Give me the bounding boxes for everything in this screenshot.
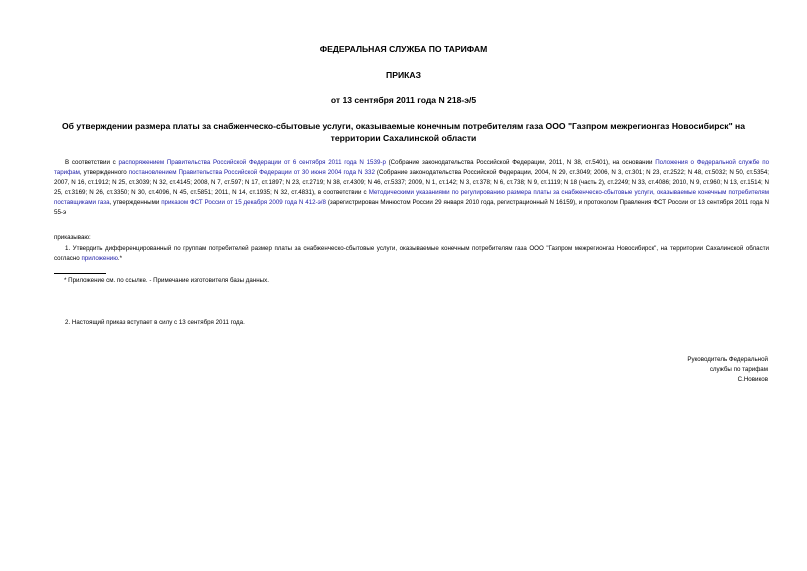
signature-block (568, 355, 768, 385)
preamble-text-2: (Собрание законодательства Российской Федерации, 2011, N 38, ст.5401), на основании (385, 159, 656, 166)
signature-name: С.Новиков (737, 376, 768, 383)
preamble-text-5: , утвержденными (109, 199, 162, 206)
footnote-mark: .* (117, 255, 122, 262)
order-item-2: 2. Настоящий приказ вступает в силу с 13 сентября 2011 года. (65, 319, 245, 326)
doc-title-line-1: Об утверждении размера платы за снабженческо-сбытовые услуги, оказываемые конечным потребителям газа ООО "Газпром межрегионгаз Новосибирск" на (61, 121, 746, 131)
link-fst-regulation[interactable]: Положения о Федеральной службе по тарифам (54, 159, 770, 176)
link-fst-order-412[interactable]: приказом ФСТ России от 15 декабря 2009 года N 412-э/8 (161, 199, 326, 206)
doc-title-line-2: территории Сахалинской области (330, 133, 477, 143)
agency-name: ФЕДЕРАЛЬНАЯ СЛУЖБА ПО ТАРИФАМ (319, 44, 488, 54)
order-item-1-text: 1. Утвердить дифференцированный по группам потребителей размер платы за снабженческо-сбытовые услуги, оказываемые конечным потребителям газа ООО "Газпром межрегионгаз Новосибирск", на территории Сахалинской области согласно (54, 245, 769, 262)
preamble-text-3: , утвержденного (79, 169, 129, 176)
preamble-paragraph (54, 158, 769, 218)
signature-position-line-2: службы по тарифам (709, 366, 768, 373)
order-word: приказываю: (54, 234, 91, 241)
preamble-text-6: (зарегистрирован Минюстом России 29 января 2010 года, регистрационный N 16159), и протоколом Правления ФСТ России от 13 сентября 2011 года N 55-э (54, 199, 769, 216)
signature-position-line-1: Руководитель Федеральной (687, 356, 768, 363)
preamble-text-1: В соответствии с (65, 159, 119, 166)
doc-type: ПРИКАЗ (386, 70, 421, 80)
doc-date-number: от 13 сентября 2011 года N 218-э/5 (330, 95, 477, 105)
preamble-text-4: (Собрание законодательства Российской Федерации, 2004, N 29, ст.3049; 2006, N 3, ст.301; N 23, ст.2522; N 48, ст.5032; N 50, ст.5354; 2007, N 16, ст.1912; N 25, ст.3039; N 32, ст.4145; 2008, N 7, ст.597; N 17, ст.1897; N 23, ст.2719; N 38, ст.4309; N 46, ст.5337; 2009, N 1, ст.142; N 3, ст.378; N 6, ст.738; N 9, ст.1119; N 18 (часть 2), ст.2249; N 33, ст.4086; 2010, N 9, ст.960; N 13, ст.1514; N 25, ст.3169; N 26, ст.3350; N 30, ст.4096, N 45, ст.5851; 2011, N 14, ст.1935; N 32, ст.4831), в соответствии с (54, 169, 769, 196)
doc-title (50, 120, 757, 144)
footnote-text: * Приложение см. по ссылке. - Примечание изготовителя базы данных. (64, 277, 269, 284)
link-appendix[interactable]: приложению (81, 255, 118, 262)
link-government-order-1539[interactable]: распоряжением Правительства Российской Федерации от 6 сентября 2011 года N 1539-р (118, 159, 386, 166)
link-methodical-guidelines[interactable]: Методическими указаниями по регулированию размера платы за снабженческо-сбытовые услуги, оказываемые конечным потребителям поставщиками газа (54, 189, 769, 206)
footnote-divider (54, 273, 106, 274)
order-item-1 (54, 244, 769, 264)
link-government-decree-332[interactable]: постановлением Правительства Российской Федерации от 30 июня 2004 года N 332 (128, 169, 375, 176)
